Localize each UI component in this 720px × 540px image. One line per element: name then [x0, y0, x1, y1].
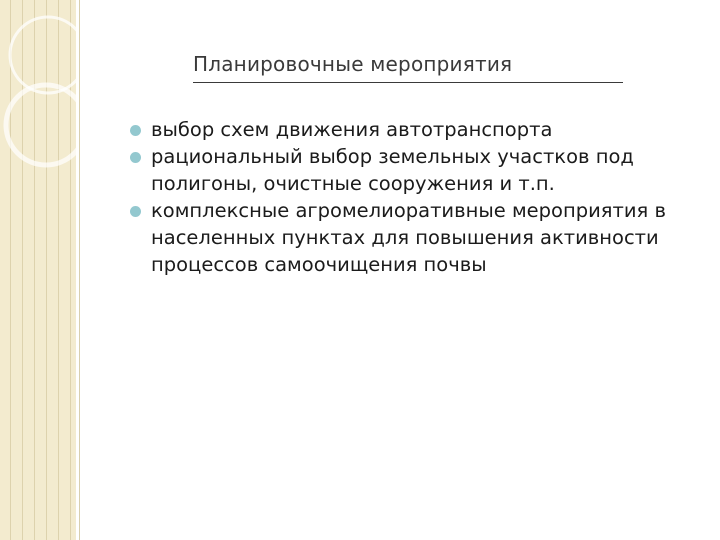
bullet-item: [130, 116, 700, 143]
bullet-item: [130, 197, 700, 278]
bullet-dot-icon: [130, 206, 141, 217]
slide-title: Планировочные мероприятия: [193, 52, 513, 76]
title-underline: [193, 82, 623, 83]
decorative-circles-icon: [0, 0, 76, 540]
bullet-dot-icon: [130, 152, 141, 163]
decorative-side-panel: [0, 0, 76, 540]
bullet-item: [130, 143, 700, 197]
bullet-text: комплексные агромелиоративные мероприятия в населенных пунктах для повышения активности процессов самоочищения почвы: [151, 199, 666, 276]
bullet-text: рациональный выбор земельных участков под полигоны, очистные сооружения и т.п.: [151, 145, 634, 195]
bullet-text: выбор схем движения автотранспорта: [151, 118, 553, 141]
panel-divider: [79, 0, 80, 540]
bullet-dot-icon: [130, 125, 141, 136]
bullet-list: [130, 116, 700, 278]
